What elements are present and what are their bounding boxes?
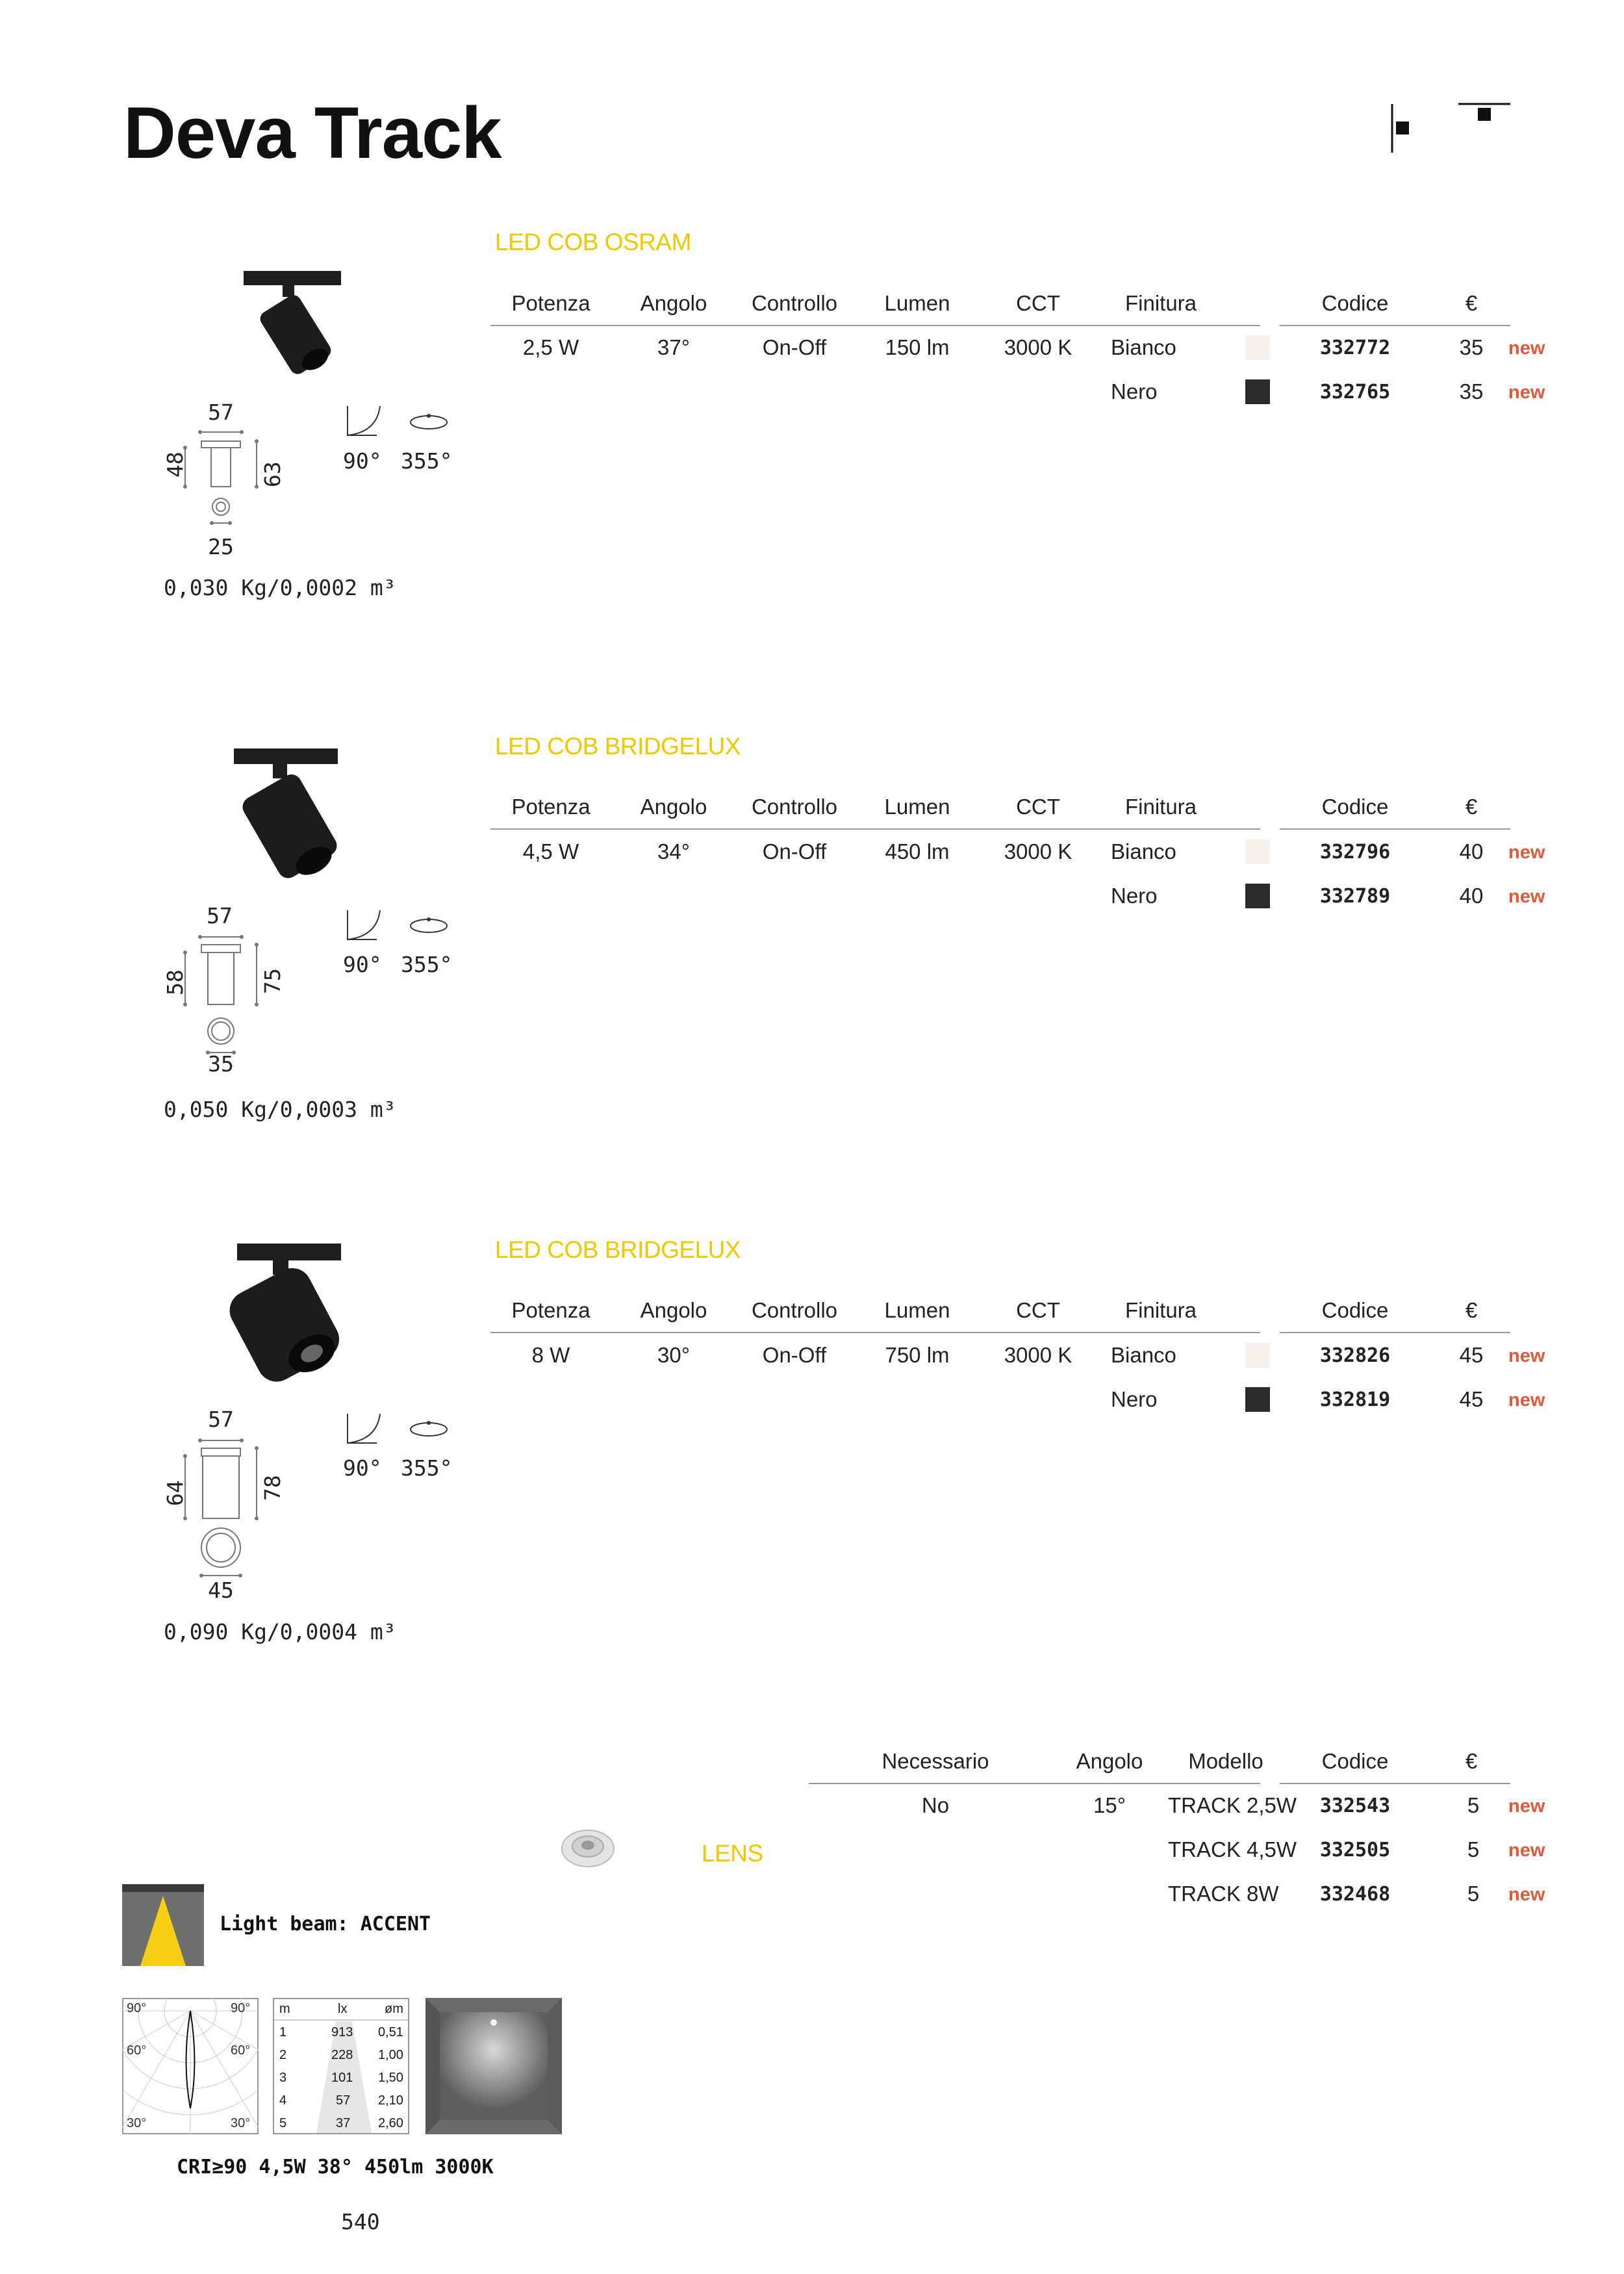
table-cell-lx: 57 <box>336 2093 351 2108</box>
dim-width: 57 <box>208 400 234 425</box>
cell-codice: 332772 <box>1319 337 1391 359</box>
cell-codice: 332543 <box>1319 1795 1391 1817</box>
cell-modello: TRACK 4,5W <box>1168 1837 1297 1861</box>
table-cell-lx: 101 <box>331 2071 353 2085</box>
tilt-angle-icon <box>344 403 383 439</box>
table-cell-m: 4 <box>279 2093 287 2108</box>
header-divider <box>1280 1783 1510 1784</box>
new-badge: new <box>1508 382 1545 403</box>
polar-label: 60° <box>231 2043 251 2058</box>
weight-volume: 0,090 Kg/0,0004 m³ <box>164 1619 396 1644</box>
cell-lumen: 750 lm <box>885 1343 950 1367</box>
cell-codice: 332765 <box>1319 381 1391 403</box>
header-euro: € <box>1465 1298 1478 1322</box>
page-title: Deva Track <box>123 92 501 173</box>
table-header-lx: lx <box>338 2002 348 2016</box>
tilt-angle: 90° <box>343 448 382 474</box>
new-badge: new <box>1508 1840 1545 1861</box>
spotlight-product-image <box>224 741 361 890</box>
dimension-drawing <box>175 426 266 530</box>
cell-finitura: Bianco <box>1111 839 1176 863</box>
cell-codice: 332826 <box>1319 1344 1391 1367</box>
polar-label: 30° <box>127 2116 147 2130</box>
polar-label: 30° <box>231 2116 251 2130</box>
table-cell-om: 2,60 <box>378 2116 403 2130</box>
polar-label: 90° <box>127 2001 147 2015</box>
table-cell-lx: 37 <box>336 2116 351 2130</box>
lens-product-image <box>559 1826 617 1871</box>
dim-left-height: 58 <box>162 969 188 995</box>
table-cell-m: 2 <box>279 2048 287 2062</box>
header-lumen: Lumen <box>884 795 950 819</box>
rotation-icon <box>408 413 450 432</box>
weight-volume: 0,050 Kg/0,0003 m³ <box>164 1097 396 1122</box>
new-badge: new <box>1508 1346 1545 1366</box>
cell-codice: 332468 <box>1319 1883 1391 1906</box>
light-beam-icon <box>122 1884 204 1966</box>
header-controllo: Controllo <box>751 291 838 315</box>
header-potenza: Potenza <box>511 291 590 315</box>
table-cell-lx: 913 <box>331 2025 353 2039</box>
cell-price: 5 <box>1467 1882 1480 1906</box>
dim-left-height: 48 <box>162 452 188 478</box>
header-controllo: Controllo <box>751 1298 838 1322</box>
lens-label: LENS <box>702 1840 763 1867</box>
new-badge: new <box>1508 886 1545 907</box>
table-cell-m: 5 <box>279 2116 287 2130</box>
section-label: LED COB BRIDGELUX <box>495 1236 741 1263</box>
dim-width: 57 <box>208 1407 234 1432</box>
dim-diameter: 25 <box>208 534 234 559</box>
table-header-om: øm <box>385 2002 403 2016</box>
light-render-image <box>425 1998 562 2134</box>
cell-codice: 332505 <box>1319 1839 1391 1861</box>
page-number: 540 <box>341 2209 380 2234</box>
cell-price: 5 <box>1467 1793 1480 1817</box>
dim-right-height: 78 <box>260 1475 285 1501</box>
cell-lumen: 450 lm <box>885 839 950 863</box>
photometry-table <box>273 1998 409 2134</box>
cell-lumen: 150 lm <box>885 335 950 359</box>
cell-codice: 332796 <box>1319 841 1391 863</box>
cell-price: 35 <box>1459 335 1484 359</box>
new-badge: new <box>1508 842 1545 863</box>
rotation-angle: 355° <box>401 1455 453 1481</box>
header-lumen: Lumen <box>884 291 950 315</box>
cell-controllo: On-Off <box>762 1343 827 1367</box>
cell-cct: 3000 K <box>1004 839 1072 863</box>
rotation-icon <box>408 916 450 936</box>
dim-width: 57 <box>207 903 233 928</box>
header-cct: CCT <box>1016 795 1060 819</box>
dim-diameter: 45 <box>208 1578 234 1603</box>
new-badge: new <box>1508 1796 1545 1817</box>
header-divider <box>490 1332 1260 1333</box>
cell-finitura: Bianco <box>1111 1343 1176 1367</box>
cell-angolo: 15° <box>1093 1793 1126 1817</box>
header-finitura: Finitura <box>1124 291 1197 315</box>
header-divider <box>490 828 1260 830</box>
header-controllo: Controllo <box>751 795 838 819</box>
ceiling-mount-icon <box>1455 97 1514 130</box>
cell-price: 35 <box>1459 379 1484 403</box>
tilt-angle: 90° <box>343 952 382 977</box>
cell-controllo: On-Off <box>762 335 827 359</box>
table-cell-om: 1,50 <box>378 2071 403 2085</box>
table-cell-m: 1 <box>279 2025 287 2039</box>
header-finitura: Finitura <box>1124 795 1197 819</box>
header-codice: Codice <box>1321 1749 1389 1773</box>
cell-finitura: Bianco <box>1111 335 1176 359</box>
spotlight-product-image <box>214 1240 364 1389</box>
polar-diagram <box>122 1998 259 2134</box>
track-mount-icon <box>1387 101 1413 156</box>
tilt-angle-icon <box>344 1411 383 1446</box>
polar-label: 90° <box>231 2001 251 2015</box>
header-cct: CCT <box>1016 1298 1060 1322</box>
new-badge: new <box>1508 338 1545 359</box>
header-euro: € <box>1465 291 1478 315</box>
section-label: LED COB BRIDGELUX <box>495 733 741 760</box>
beam-cone-shading <box>274 1999 408 2133</box>
cell-price: 5 <box>1467 1837 1480 1861</box>
dim-diameter: 35 <box>208 1051 234 1077</box>
color-swatch-black <box>1245 1387 1270 1412</box>
cell-angolo: 34° <box>657 839 690 863</box>
cell-codice: 332819 <box>1319 1388 1391 1411</box>
header-divider <box>1280 828 1510 830</box>
cell-price: 45 <box>1459 1343 1484 1367</box>
new-badge: new <box>1508 1884 1545 1905</box>
color-swatch-black <box>1245 884 1270 908</box>
header-codice: Codice <box>1321 1298 1389 1322</box>
header-divider <box>490 325 1260 326</box>
color-swatch-white <box>1245 335 1270 360</box>
header-euro: € <box>1465 1749 1478 1773</box>
cell-potenza: 8 W <box>531 1343 570 1367</box>
header-potenza: Potenza <box>511 1298 590 1322</box>
cell-finitura: Nero <box>1111 884 1158 908</box>
tilt-angle: 90° <box>343 1455 382 1481</box>
cell-finitura: Nero <box>1111 1387 1158 1411</box>
cell-modello: TRACK 2,5W <box>1168 1793 1297 1817</box>
cell-price: 40 <box>1459 884 1484 908</box>
header-angolo: Angolo <box>1076 1749 1143 1773</box>
table-cell-om: 1,00 <box>378 2048 403 2062</box>
color-swatch-white <box>1245 1343 1270 1368</box>
cell-price: 40 <box>1459 839 1484 863</box>
header-necessario: Necessario <box>882 1749 989 1773</box>
photometry-caption: CRI≥90 4,5W 38° 450lm 3000K <box>177 2156 494 2178</box>
cell-angolo: 37° <box>657 335 690 359</box>
color-swatch-black <box>1245 379 1270 404</box>
table-header-m: m <box>279 2002 290 2016</box>
table-cell-om: 2,10 <box>378 2093 403 2108</box>
cell-potenza: 4,5 W <box>522 839 579 863</box>
header-divider <box>809 1783 1260 1784</box>
cell-necessario: No <box>921 1793 950 1817</box>
header-codice: Codice <box>1321 795 1389 819</box>
header-potenza: Potenza <box>511 795 590 819</box>
cell-angolo: 30° <box>657 1343 690 1367</box>
dimension-drawing <box>175 1434 266 1583</box>
spotlight-product-image <box>237 263 354 380</box>
header-euro: € <box>1465 795 1478 819</box>
polar-label: 60° <box>127 2043 147 2058</box>
header-modello: Modello <box>1188 1749 1263 1773</box>
header-lumen: Lumen <box>884 1298 950 1322</box>
cell-cct: 3000 K <box>1004 335 1072 359</box>
tilt-angle-icon <box>344 907 383 943</box>
header-finitura: Finitura <box>1124 1298 1197 1322</box>
cell-modello: TRACK 8W <box>1168 1882 1279 1906</box>
cell-cct: 3000 K <box>1004 1343 1072 1367</box>
dim-right-height: 75 <box>260 968 285 994</box>
cell-potenza: 2,5 W <box>522 335 579 359</box>
header-angolo: Angolo <box>640 1298 707 1322</box>
light-beam-label: Light beam: ACCENT <box>220 1913 431 1935</box>
dim-left-height: 64 <box>162 1480 188 1506</box>
rotation-angle: 355° <box>401 952 453 977</box>
header-divider <box>1280 325 1510 326</box>
table-cell-lx: 228 <box>331 2048 353 2062</box>
header-divider <box>1280 1332 1510 1333</box>
header-cct: CCT <box>1016 291 1060 315</box>
table-cell-m: 3 <box>279 2071 287 2085</box>
weight-volume: 0,030 Kg/0,0002 m³ <box>164 575 396 600</box>
table-cell-om: 0,51 <box>378 2025 403 2039</box>
rotation-icon <box>408 1420 450 1439</box>
rotation-angle: 355° <box>401 448 453 474</box>
new-badge: new <box>1508 1390 1545 1411</box>
cell-finitura: Nero <box>1111 379 1158 403</box>
header-angolo: Angolo <box>640 795 707 819</box>
cell-codice: 332789 <box>1319 885 1391 908</box>
header-codice: Codice <box>1321 291 1389 315</box>
cell-price: 45 <box>1459 1387 1484 1411</box>
color-swatch-white <box>1245 839 1270 864</box>
dimension-drawing <box>175 930 266 1060</box>
section-label: LED COB OSRAM <box>495 229 691 255</box>
cell-controllo: On-Off <box>762 839 827 863</box>
header-angolo: Angolo <box>640 291 707 315</box>
dim-right-height: 63 <box>260 461 285 487</box>
